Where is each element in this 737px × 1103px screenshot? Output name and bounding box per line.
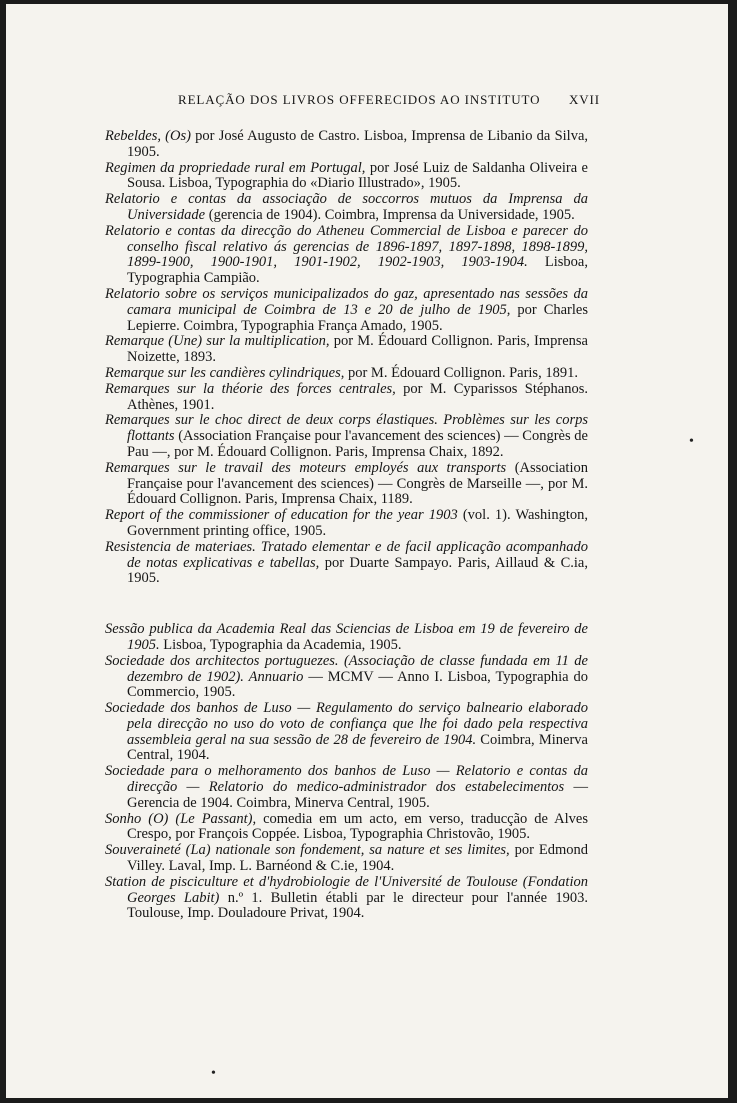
bibliography-entry: [105, 622, 588, 654]
page-number: XVII: [568, 92, 600, 107]
bibliography-entry: [105, 413, 588, 460]
entry-title: Sessão publica da Academia Real das Sciencias de Lisboa em 19 de fevereiro de 1905.: [105, 621, 588, 653]
entry-title: Rebeldes, (Os): [105, 128, 191, 144]
entry-details: — MCMV — Anno I. Lisboa, Typographia do Commercio, 1905.: [127, 668, 588, 701]
bibliography-entry: [105, 461, 588, 508]
entry-details: por José Augusto de Castro. Lisboa, Imprensa de Libanio da Silva, 1905.: [127, 128, 588, 160]
entry-details: (Association Française pour l'avancement des sciences) — Congrès de Pau —, por M. Édouard Collignon. Paris, Imprensa Chaix, 1892.: [127, 428, 588, 460]
entry-title: Sociedade dos banhos de Luso — Regulamento do serviço balneario elaborado pela direcção no uso do voto de confiança que lhe foi dado pela respectiva assembleia geral na sua sessão de 28 de fevereiro de 1904.: [105, 700, 588, 748]
entry-details: Lisboa, Typographia Campião.: [127, 254, 588, 287]
entry-details: por M. Cyparissos Stéphanos. Athènes, 1901.: [127, 380, 588, 413]
entry-details: por M. Édouard Collignon. Paris, Imprensa Noizette, 1893.: [127, 333, 588, 366]
entry-title: Report of the commissioner of education for the year 1903: [105, 507, 458, 524]
entry-title: Sociedade dos architectos portuguezes. (Associação de classe fundada em 11 de dezembro de 1902). Annuario: [105, 652, 588, 685]
entry-title: Relatorio e contas da associação de soccorros mutuos da Imprensa da Universidade: [105, 191, 588, 223]
entry-title: Regimen da propriedade rural em Portugal,: [105, 159, 366, 176]
entry-title: Remarques sur la théorie des forces centrales,: [105, 380, 396, 397]
entry-title: Remarque (Une) sur la multiplication,: [105, 333, 330, 350]
bibliography-entry: [105, 129, 588, 161]
entry-title: Relatorio sobre os serviços municipalizados do gaz, apresentado nas sessões da camara municipal de Coimbra de 13 e 20 de julho de 1905,: [105, 285, 588, 318]
entry-title: Souveraineté (La) nationale son fondement, sa nature et ses limites,: [105, 842, 510, 859]
bibliography-entry: [105, 161, 588, 193]
entry-details: n.º 1. Bulletin établi par le directeur pour l'année 1903. Toulouse, Imp. Douladoure Privat, 1904.: [127, 889, 588, 922]
entry-title: Resistencia de materiaes. Tratado elementar e de facil applicação acompanhado de notas explicativas e tabellas,: [105, 538, 588, 571]
bibliography-entry: [105, 334, 588, 366]
bibliography-entry: [105, 875, 588, 922]
entry-details: (vol. 1). Washington, Government printing office, 1905.: [127, 507, 588, 539]
section-gap: [105, 587, 588, 622]
entries-group-1: [105, 129, 588, 587]
ink-speck: •: [689, 434, 694, 449]
bibliography-entry: [105, 192, 588, 224]
entry-details: por M. Édouard Collignon. Paris, 1891.: [344, 364, 578, 381]
entry-details: comedia em um acto, em verso, traducção de Alves Crespo, por François Coppée. Lisboa, Typographia Christovão, 1905.: [127, 810, 588, 843]
bibliography-entry: [105, 287, 588, 334]
entry-title: Relatorio e contas da direcção do Atheneu Commercial de Lisboa e parecer do conselho fiscal relativo ás gerencias de 1896-1897, 1897-1898, 1898-1899, 1899-1900, 1900-1901, 1901-1902, 1902-1903, 1903-1904.: [105, 222, 588, 271]
entry-details: por Duarte Sampayo. Paris, Aillaud & C.ia, 1905.: [127, 554, 588, 587]
entry-details: Lisboa, Typographia da Academia, 1905.: [159, 636, 402, 653]
entry-details: por Edmond Villey. Laval, Imp. L. Barnéond & C.ie, 1904.: [127, 842, 588, 875]
bibliography-entry: [105, 812, 588, 844]
entry-details: (gerencia de 1904). Coimbra, Imprensa da Universidade, 1905.: [205, 206, 575, 223]
entry-title: Remarques sur le choc direct de deux corps élastiques. Problèmes sur les corps flottants: [105, 412, 588, 445]
bibliography-entry: [105, 764, 588, 811]
bibliography-entry: [105, 382, 588, 414]
entry-title: Remarque sur les candières cylindriques,: [105, 364, 345, 381]
bibliography-list: [105, 129, 588, 922]
entry-title: Sociedade para o melhoramento dos banhos de Luso — Relatorio e contas da direcção — Relatorio do medico-administrador dos estabelecimentos: [105, 763, 588, 796]
bibliography-entry: [105, 540, 588, 587]
entry-title: Sonho (O) (Le Passant),: [105, 810, 257, 827]
entry-details: por Charles Lepierre. Coimbra, Typographia França Amado, 1905.: [127, 301, 588, 334]
running-header: [178, 92, 600, 108]
entry-title: Station de pisciculture et d'hydrobiologie de l'Université de Toulouse (Fondation Georges Labit): [105, 873, 588, 906]
entry-title: Remarques sur le travail des moteurs employés aux transports: [105, 459, 507, 476]
bibliography-entry: [105, 508, 588, 540]
bibliography-entry: [105, 701, 588, 764]
bibliography-entry: [105, 366, 588, 382]
header-title: RELAÇÃO DOS LIVROS OFFERECIDOS AO INSTITUTO: [178, 92, 541, 107]
entry-details: por José Luiz de Saldanha Oliveira e Sousa. Lisboa, Typographia do «Diario Illustrado», 1905.: [127, 159, 588, 192]
entry-details: Coimbra, Minerva Central, 1904.: [127, 731, 588, 764]
entry-details: (Association Française pour l'avancement des sciences) — Congrès de Marseille —, por M. Édouard Collignon. Paris, Imprensa Chaix, 1189.: [127, 459, 588, 508]
entries-group-2: [105, 622, 588, 922]
ink-speck: •: [211, 1066, 216, 1081]
bibliography-entry: [105, 843, 588, 875]
book-page: [6, 4, 728, 1098]
bibliography-entry: [105, 654, 588, 701]
entry-details: — Gerencia de 1904. Coimbra, Minerva Central, 1905.: [127, 779, 589, 811]
bibliography-entry: [105, 224, 588, 287]
